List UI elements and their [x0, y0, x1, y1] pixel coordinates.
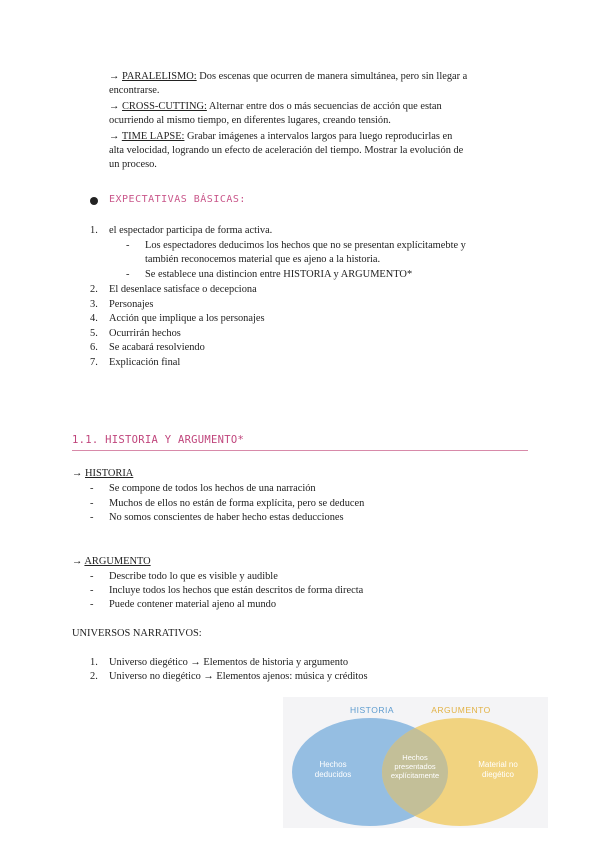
venn-diagram	[283, 697, 548, 828]
cross-cutting-cont: ocurriendo al mismo tiempo, en diferentes lugares, creando tensión.	[109, 115, 391, 126]
list-number: 4.	[90, 313, 98, 324]
list-number: 1.	[90, 225, 98, 236]
sub-dash: -	[126, 269, 130, 280]
list-item: el espectador participa de forma activa.	[109, 225, 273, 236]
argumento-item: Puede contener material ajeno al mundo	[109, 599, 277, 610]
dash: -	[90, 483, 94, 494]
historia-item: No somos conscientes de haber hecho estas deducciones	[109, 512, 344, 523]
dash: -	[90, 498, 94, 509]
sub-item-cont: también reconocemos material que es ajeno a la historia.	[145, 254, 381, 265]
historia-title: HISTORIA	[85, 468, 134, 479]
time-lapse-cont: alta velocidad, logrando un efecto de aceleración del tiempo. Mostrar la evolución de	[109, 145, 464, 156]
dash: -	[90, 599, 94, 610]
venn-center-text: presentados	[394, 762, 436, 771]
universos-heading: UNIVERSOS NARRATIVOS:	[72, 628, 202, 639]
list-number: 5.	[90, 328, 98, 339]
sub-item: Los espectadores deducimos los hechos que no se presentan explícitamebte y	[145, 240, 466, 251]
time-lapse-term: TIME LAPSE:	[121, 131, 185, 142]
argumento-title: ARGUMENTO	[84, 556, 151, 567]
list-number: 2.	[90, 284, 98, 295]
cross-cutting-line: → CROSS-CUTTING: Alternar entre dos o más secuencias de acción que estan	[109, 101, 442, 112]
venn-right-text: diegético	[481, 770, 515, 779]
paralelismo-term: PARALELISMO:	[122, 71, 197, 82]
list-number: 7.	[90, 357, 98, 368]
cross-cutting-term: CROSS-CUTTING:	[122, 101, 207, 112]
venn-label-argumento: ARGUMENTO	[431, 705, 491, 715]
venn-left-text: deducidos	[314, 770, 352, 779]
list-item: Ocurrirán hechos	[109, 328, 181, 339]
historia-item: Se compone de todos los hechos de una narración	[109, 483, 316, 494]
list-number: 1.	[90, 657, 98, 668]
venn-right-text: Material no	[478, 760, 518, 769]
paralelismo-cont: encontrarse.	[109, 85, 160, 96]
venn-center-text: explícitamente	[390, 771, 440, 780]
historia-item: Muchos de ellos no están de forma explícita, pero se deducen	[109, 498, 365, 509]
venn-svg	[283, 697, 548, 828]
list-item: Personajes	[109, 299, 154, 310]
universos-item: Universo diegético → Elementos de historia y argumento	[109, 657, 349, 668]
venn-label-historia: HISTORIA	[350, 705, 394, 715]
venn-left-text: Hechos	[319, 760, 347, 769]
expectativas-heading: EXPECTATIVAS BÁSICAS:	[109, 194, 246, 205]
time-lapse-cont2: un proceso.	[109, 159, 157, 170]
list-item: Acción que implique a los personajes	[109, 313, 265, 324]
list-number: 3.	[90, 299, 98, 310]
dash: -	[90, 571, 94, 582]
time-lapse-line: → TIME LAPSE: Grabar imágenes a intervalos largos para luego reproducirlas en	[109, 131, 453, 142]
argumento-item: Describe todo lo que es visible y audible	[109, 571, 278, 582]
sub-item: Se establece una distincion entre HISTORIA y ARGUMENTO*	[145, 269, 413, 280]
sub-dash: -	[126, 240, 130, 251]
venn-center-text: Hechos	[402, 753, 428, 762]
universos-item: Universo no diegético → Elementos ajenos: música y créditos	[109, 671, 368, 682]
argumento-item: Incluye todos los hechos que están descritos de forma directa	[109, 585, 364, 596]
list-item: Explicación final	[109, 357, 181, 368]
historia-title-line: → HISTORIA	[72, 468, 134, 479]
section-heading: 1.1. HISTORIA Y ARGUMENTO*	[72, 434, 245, 446]
list-item: Se acabará resolviendo	[109, 342, 205, 353]
section-underline	[72, 450, 528, 451]
dash: -	[90, 512, 94, 523]
list-item: El desenlace satisface o decepciona	[109, 284, 257, 295]
bullet-icon	[90, 197, 98, 205]
argumento-title-line: → ARGUMENTO	[72, 556, 151, 567]
dash: -	[90, 585, 94, 596]
paralelismo-line: → PARALELISMO: Dos escenas que ocurren de manera simultánea, pero sin llegar a	[109, 71, 468, 82]
list-number: 6.	[90, 342, 98, 353]
list-number: 2.	[90, 671, 98, 682]
